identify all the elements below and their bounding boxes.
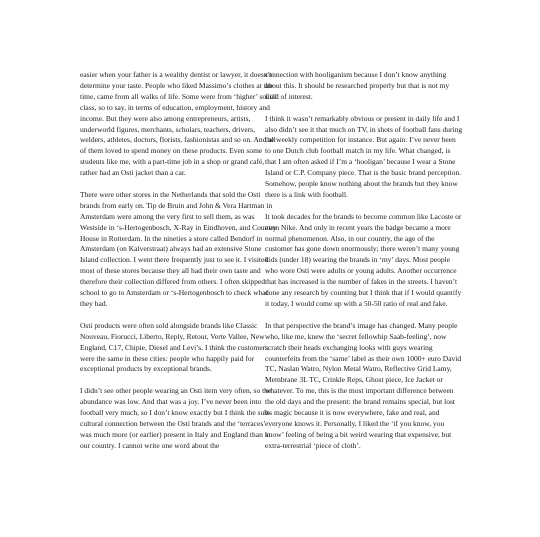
paragraph: connection with hooliganism because I don’t know anything about this. It should be researched properly but that is not my field of interest. bbox=[265, 70, 450, 101]
paragraph: In that perspective the brand’s image has changed. Many people who, like me, knew the ‘secret fellowhip Saab-feeling’, now scratch their heads exchanging looks with guys wearing counterfeits from the ‘same’ label as their own 1000+ euro David TC, Naslan Watro, Nylon Metal Watro, Reflective Grid Lamy, Membrane 3L TC, Crinkle Reps, Ghost piece, Ice Jacket or whatever. To me, this is the most important difference between the old days and the present: the brand remains special, but lost its magic because it is now everywhere, fake and real, and everyone knows it. Personally, I liked the ‘if you know, you know’ feeling of being a bit weird wearing that expensive, but extra-terrestrial ‘piece of cloth’. bbox=[265, 320, 462, 450]
paragraph: I didn’t see other people wearing an Osti item very often, so the abundance was low. And that was a joy. I’ve never been into football very much, so I don’t know exactly but I think the sub-cultural connection between the Osti brands and the ‘terraces’ was much more (or earlier) present in Italy and England than in our country. I cannot write one word about the bbox=[80, 386, 272, 450]
paragraph: easier when your father is a wealthy dentist or lawyer, it doesn’t determine your taste. People who liked Massimo’s clothes at the time, came from all walks of life. Some were from ‘higher’ social class, so to say, in terms of education, employment, history and income. But they were also among entrepreneurs, artists, underworld figures, merchants, scholars, teachers, drivers, welders, athletes, doctors, florists, fashionistas and so on. And all of them loved to spend money on these products. Even some students like me, with a part-time job in a shop or grand café, rather had an Osti jacket than a car. bbox=[80, 70, 277, 178]
paragraph: Osti products were often sold alongside brands like Classic Nouveau, Fiorucci, Liberto, Reply, Retour, Verte Vallee, New England, C17, Chipie, Diesel and Levi’s. I think the customers were the same in these cities: people who happily paid for exceptional products by exceptional brands. bbox=[80, 320, 269, 374]
left-text-column bbox=[80, 70, 278, 463]
paragraph: I think it wasn’t remarkably obvious or present in daily life and I also didn’t see it that much on TV, in shots of football fans during the weekly competition for instance. But again: I’ve never been to one Dutch club football match in my life. What changed, is that I am often asked if I’m a ‘hooligan’ because I wear a Stone Island or C.P. Company piece. That is the basic brand perception. Somehow, people know nothing about the brands but they know there is a link with football. bbox=[265, 113, 463, 199]
right-text-column bbox=[265, 70, 463, 463]
paragraph: It took decades for the brands to become common like Lacoste or even Nike. And only in recent years the badge became a more normal phenomenon. Also, in our country, the age of the customer has gone down enormously; there weren’t many young kids (under 18) wearing the brands in ‘my’ days. Most people who wore Osti were adults or young adults. Another occurrence that has increased is the number of fakes in the streets. I haven’t done any research by counting but I think that if I would quantify it today, I would come up with a 50-50 ratio of real and fake. bbox=[265, 211, 462, 308]
paragraph: There were other stores in the Netherlands that sold the Osti brands from early on. Tip de Bruin and John & Vera Hartman in Amsterdam were among the very first to sell them, as was Westside in ‘s-Hertogenbosch, X-Ray in Eindhoven, and Country House in Rotterdam. In the nineties a store called Bendorf in Amsterdam (on Kalverstraat) always had an extensive Stone Island collection. I went there frequently just to see it. I visited most of these stores because they all had their own taste and therefore their collection differed from others. I often skipped school to go to Amsterdam or ‘s-Hertogenbosch to check what they had. bbox=[80, 189, 277, 309]
